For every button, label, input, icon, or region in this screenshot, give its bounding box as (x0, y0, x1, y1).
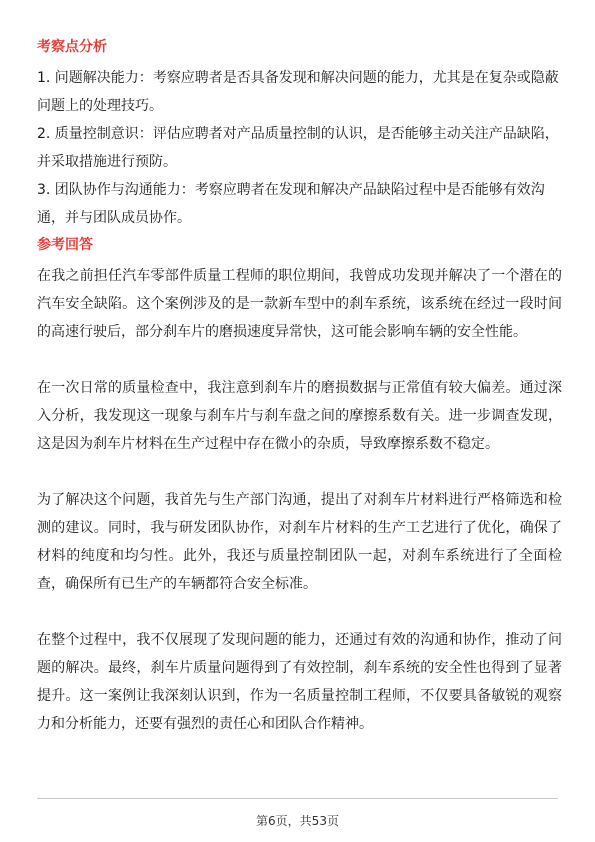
analysis-item-1: 1. 问题解决能力：考察应聘者是否具备发现和解决问题的能力，尤其是在复杂或隐蔽问题上的处理技巧。 (37, 70, 559, 114)
paragraph-gap (37, 458, 562, 486)
page-number: 第6页，共53页 (256, 814, 339, 828)
paragraph-gap (37, 598, 562, 626)
answer-heading: 参考回答 (37, 237, 93, 253)
page-content (37, 36, 562, 738)
answer-paragraph-4: 在整个过程中，我不仅展现了发现问题的能力，还通过有效的沟通和协作，推动了问题的解决。最终，刹车片质量问题得到了有效控制，刹车系统的安全性也得到了显著提升。这一案例让我深刻认识到，作为一名质量控制工程师，不仅要具备敏锐的观察力和分析能力，还要有强烈的责任心和团队合作精神。 (37, 632, 562, 732)
paragraph-gap (37, 346, 562, 374)
footer-divider (37, 798, 558, 799)
analysis-item-2: 2. 质量控制意识：评估应聘者对产品质量控制的认识，是否能够主动关注产品缺陷，并采取措施进行预防。 (37, 126, 559, 170)
answer-paragraph-1: 在我之前担任汽车零部件质量工程师的职位期间，我曾成功发现并解决了一个潜在的汽车安全缺陷。这个案例涉及的是一款新车型中的刹车系统，该系统在经过一段时间的高速行驶后，部分刹车片的磨损速度异常快，这可能会影响车辆的安全性能。 (37, 268, 562, 340)
analysis-item-3: 3. 团队协作与沟通能力：考察应聘者在发现和解决产品缺陷过程中是否能够有效沟通，并与团队成员协作。 (37, 182, 545, 226)
analysis-heading: 考察点分析 (37, 39, 107, 55)
answer-paragraph-3: 为了解决这个问题，我首先与生产部门沟通，提出了对刹车片材料进行严格筛选和检测的建议。同时，我与研发团队协作，对刹车片材料的生产工艺进行了优化，确保了材料的纯度和均匀性。此外，我还与质量控制团队一起，对刹车系统进行了全面检查，确保所有已生产的车辆都符合安全标准。 (37, 492, 562, 592)
answer-paragraph-2: 在一次日常的质量检查中，我注意到刹车片的磨损数据与正常值有较大偏差。通过深入分析，我发现这一现象与刹车片与刹车盘之间的摩擦系数有关。进一步调查发现，这是因为刹车片材料在生产过程中存在微小的杂质，导致摩擦系数不稳定。 (37, 380, 562, 452)
